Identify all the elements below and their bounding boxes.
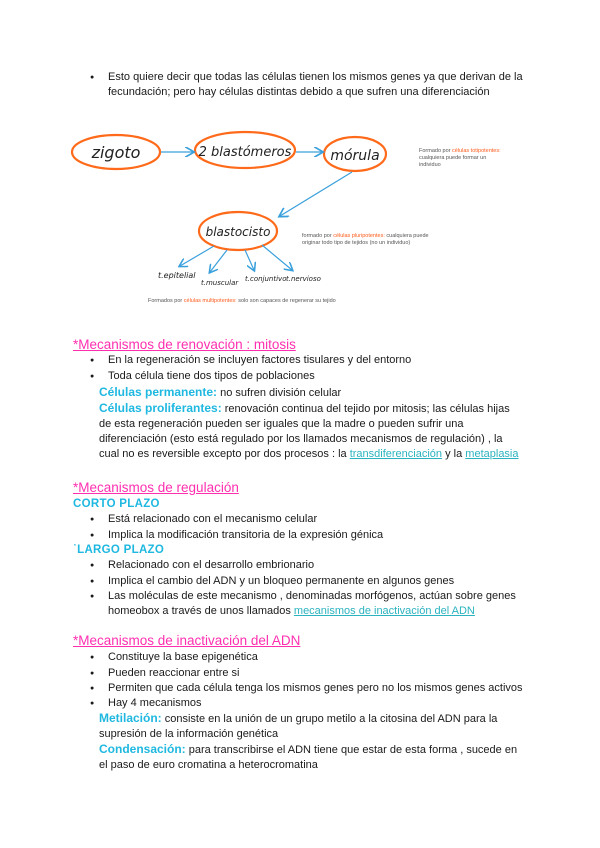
arrow-morula-blastocisto [280, 172, 352, 216]
intro-line2: fecundación; pero hay células distintas debido a que sufren una diferenciación [108, 86, 490, 98]
section3-heading: *Mecanismos de inactivación del ADN [73, 633, 301, 648]
section1-bullet-1: ● En la regeneración se incluyen factores tisulares y del entorno [108, 353, 411, 368]
blastomeros-label: 2 blastómeros [198, 145, 292, 160]
section3-bullet-1: ● Constituye la base epigenética [108, 650, 258, 665]
arrow-to-nervioso [262, 245, 292, 270]
condensacion-paragraph: Condensación: para transcribirse el ADN tiene que estar de esta forma , sucede en el paso de euro cromatina a heterocromatina [99, 742, 518, 771]
branch-nervioso: t.nervioso [286, 275, 321, 283]
metilacion-term: Metilación: [99, 711, 162, 725]
branch-muscular: t.muscular [201, 279, 239, 287]
arrow-to-epitelial [180, 246, 214, 266]
condensacion-term: Condensación: [99, 742, 186, 756]
zigoto-label: zigoto [91, 143, 141, 162]
branch-conjuntivo: t.conjuntivo [245, 275, 287, 283]
section3-bullet-3: ● Permiten que cada célula tenga los mismos genes pero no los mismos genes activos [108, 681, 523, 696]
corto-bullet-2: ● Implica la modificación transitoria de la expresión génica [108, 528, 383, 543]
permanent-term: Células permanente: [99, 385, 218, 399]
inactivacion-link[interactable]: mecanismos de inactivación del ADN [293, 605, 475, 617]
branch-epitelial: t.epitelial [158, 271, 196, 280]
metilacion-paragraph: Metilación: consiste en la unión de un grupo metilo a la citosina del ADN para la supresión de la información genética [99, 711, 498, 740]
section1-heading: *Mecanismos de renovación : mitosis [73, 337, 296, 352]
intro-line1: ● Esto quiere decir que todas las células tienen los mismos genes ya que derivan de la [108, 71, 523, 83]
largo-bullet-3: ● Las moléculas de este mecanismo , denominadas morfógenos, actúan sobre genes homeobox a través de unos llamados mecanismos de inactivación del ADN [108, 589, 548, 619]
largo-bullet-2: ● Implica el cambio del ADN y un bloqueo permanente en algunos genes [108, 574, 454, 589]
section3-bullet-4: ● Hay 4 mecanismos [108, 696, 202, 711]
morula-label: mórula [330, 148, 380, 164]
section3-bullet-2: ● Pueden reaccionar entre si [108, 666, 239, 681]
section1-bullet-2: ● Toda célula tiene dos tipos de poblaciones [108, 369, 315, 384]
intro-bullet [108, 70, 548, 100]
section2-heading: *Mecanismos de regulación [73, 480, 239, 495]
largo-plazo-label: ˙LARGO PLAZO [73, 544, 165, 556]
blastocisto-label: blastocisto [205, 225, 271, 239]
morula-note: Formado por células totipotentes: cualquiera puede formar un individuo [419, 148, 501, 168]
largo-bullet-1: ● Relacionado con el desarrollo embrionario [108, 558, 314, 573]
arrow-to-muscular [210, 250, 227, 272]
permanent-line: Células permanente: no sufren división celular [99, 385, 342, 399]
corto-plazo-label: CORTO PLAZO [73, 498, 160, 510]
proliferantes-term: Células proliferantes: [99, 401, 222, 415]
tissue-note: Formados por células multipotentes: solo son capaces de regenerar su tejido [148, 298, 336, 304]
metaplasia-link[interactable]: metaplasia [465, 448, 519, 460]
blastocisto-note: formado por células pluripotentes: cualquiera puede originar todo tipo de tejidos (no un individuo) [302, 233, 429, 246]
corto-bullet-1: ● Está relacionado con el mecanismo celular [108, 512, 317, 527]
proliferantes-paragraph: Células proliferantes: renovación continua del tejido por mitosis; las células hijas de esta regeneración pueden ser iguales que la madre o pueden sufrir una diferenciación (esto está regulado por los llamados mecanismos de regulación) , la cual no es reversible excepto por dos procesos : la transdiferenciación y la metaplasia [99, 401, 519, 460]
arrow-to-conjuntivo [245, 250, 254, 270]
transdiferenciacion-link[interactable]: transdiferenciación [349, 448, 443, 460]
